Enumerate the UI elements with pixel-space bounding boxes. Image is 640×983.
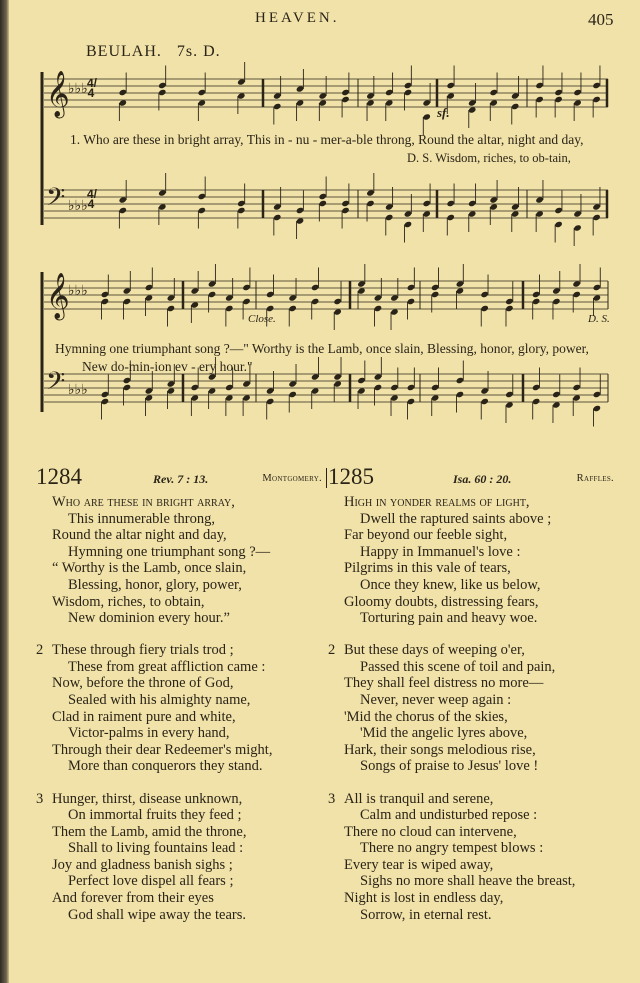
verse-line <box>328 560 614 577</box>
key-signature-flats: ♭♭♭ <box>68 284 88 299</box>
stanza <box>36 791 322 924</box>
bass-clef: 𝄢 <box>46 183 66 218</box>
lyrics-line-2b: New do-min-ion ev - ery hour." <box>82 359 253 374</box>
verse-line <box>328 577 614 594</box>
hymn-number: 1285 <box>328 464 374 489</box>
verse-text: Victor-palms in every hand, <box>68 725 230 742</box>
hymn-author: Montgomery. <box>262 473 322 484</box>
verse-text: Blessing, honor, glory, power, <box>68 576 242 593</box>
verse-text: Sorrow, in eternal rest. <box>360 906 492 923</box>
verse-text: 'Mid the chorus of the skies, <box>344 708 508 725</box>
verse-text: But these days of weeping o'er, <box>344 642 525 659</box>
verse-line <box>36 807 322 824</box>
verse-line <box>36 577 322 594</box>
verse-text: On immortal fruits they feed ; <box>68 807 242 824</box>
scripture-reference: Isa. 60 : 20. <box>453 472 512 486</box>
verse-line <box>328 692 614 709</box>
verse-line <box>36 791 322 808</box>
verse-line <box>328 675 614 692</box>
verse-text: Far beyond our feeble sight, <box>344 527 508 544</box>
lyrics-line-1: 1. Who are these in bright array, This in - nu - mer-a-ble throng, Round the altar, night and day, <box>70 132 584 147</box>
verse-line <box>328 709 614 726</box>
verse-text: This innumerable throng, <box>68 510 215 527</box>
verse-text: Hymning one triumphant song ?— <box>68 543 271 560</box>
verse-line <box>36 857 322 874</box>
verse-text: Hunger, thirst, disease unknown, <box>52 790 243 807</box>
verse-line <box>36 642 322 659</box>
verse-text: Through their dear Redeemer's might, <box>52 741 273 758</box>
verse-text: Pilgrims in this vale of tears, <box>344 560 511 577</box>
verse-line <box>328 594 614 611</box>
verse-line <box>328 659 614 676</box>
verse-line <box>36 890 322 907</box>
verse-line <box>36 725 322 742</box>
verse-line <box>328 511 614 528</box>
verse-text: There no angry tempest blows : <box>360 840 544 857</box>
verse-line <box>328 840 614 857</box>
stanza-number: 2 <box>36 642 44 659</box>
verse-line <box>328 758 614 775</box>
verse-line <box>36 758 322 775</box>
stanza-number: 2 <box>328 642 336 659</box>
verse-text: Clad in raiment pure and white, <box>52 708 236 725</box>
verse-line <box>36 840 322 857</box>
tune-name: BEULAH. <box>86 43 162 60</box>
verse-line <box>328 907 614 924</box>
verse-line <box>36 659 322 676</box>
verse-text: Round the altar night and day, <box>52 527 227 544</box>
verse-text: Joy and gladness banish sighs ; <box>52 856 233 873</box>
verse-text: Now, before the throne of God, <box>52 675 234 692</box>
verse-line <box>36 560 322 577</box>
verse-text: Never, never weep again : <box>360 692 512 709</box>
verse-text: Calm and undisturbed repose : <box>360 807 538 824</box>
key-signature-flats: ♭♭♭ <box>68 383 88 398</box>
verse-text: More than conquerors they stand. <box>68 758 263 775</box>
sforzando-mark: sf. <box>437 105 450 120</box>
verse-text: Gloomy doubts, distressing fears, <box>344 593 539 610</box>
time-signature-treble: 4/4 <box>87 76 98 100</box>
verse-line <box>328 791 614 808</box>
verse-text: Perfect love dispel all fears ; <box>68 873 234 890</box>
verse-line <box>36 709 322 726</box>
verse-line <box>36 907 322 924</box>
verse-line <box>328 890 614 907</box>
verse-text: These through fiery trials trod ; <box>52 642 234 659</box>
verse-text: All is tranquil and serene, <box>344 790 494 807</box>
lyrics-line-1-ds: D. S. Wisdom, riches, to ob-tain, <box>407 151 571 165</box>
verse-text: Sighs no more shall heave the breast, <box>360 873 576 890</box>
verse-text: Shall to living fountains lead : <box>68 840 244 857</box>
stanza-number: 3 <box>328 790 336 807</box>
running-title: HEAVEN. <box>255 10 340 26</box>
verse-line <box>36 873 322 890</box>
scripture-reference: Rev. 7 : 13. <box>153 472 209 486</box>
verse-line <box>328 494 614 511</box>
verse-text: Who are these in bright array, <box>52 494 235 510</box>
lyrics-line-2: Hymning one triumphant song ?—" Worthy is the Lamb, once slain, Blessing, honor, glory, power, <box>55 341 589 356</box>
verse-text: 'Mid the angelic lyres above, <box>360 725 528 742</box>
stanza <box>36 494 322 627</box>
verse-line <box>328 824 614 841</box>
verse-text: Once they knew, like us below, <box>360 576 541 593</box>
verse-text: And forever from their eyes <box>52 890 214 907</box>
hymn-1284 <box>36 464 322 939</box>
verse-text: Passed this scene of toil and pain, <box>360 658 556 675</box>
verse-text: Every tear is wiped away, <box>344 856 494 873</box>
stanza <box>36 642 322 775</box>
verse-line <box>36 594 322 611</box>
verse-text: They shall feel distress no more— <box>344 675 544 692</box>
verse-line <box>328 527 614 544</box>
verse-text: Them the Lamb, amid the throne, <box>52 823 247 840</box>
column-divider <box>326 468 327 488</box>
hymn-author: Raffles. <box>576 473 614 484</box>
verse-text: High in yonder realms of light, <box>344 494 530 510</box>
verse-text: “ Worthy is the Lamb, once slain, <box>52 560 247 577</box>
verse-text: Dwell the raptured saints above ; <box>360 510 552 527</box>
bass-clef: 𝄢 <box>46 367 66 402</box>
page-number: 405 <box>588 10 614 29</box>
verse-line <box>328 873 614 890</box>
verse-text: Sealed with his almighty name, <box>68 692 251 709</box>
verse-line <box>328 725 614 742</box>
verse-line <box>36 692 322 709</box>
verse-text: Happy in Immanuel's love : <box>360 543 521 560</box>
time-signature-bass: 4/4 <box>87 187 98 211</box>
verse-line <box>328 544 614 561</box>
verse-text: Songs of praise to Jesus' love ! <box>360 758 539 775</box>
verse-line <box>328 642 614 659</box>
close-mark: Close. <box>248 313 276 325</box>
verse-text: New dominion every hour.” <box>68 610 230 627</box>
verse-text: Hark, their songs melodious rise, <box>344 741 536 758</box>
key-signature-flats: ♭♭♭ <box>68 82 88 97</box>
verse-text: There no cloud can intervene, <box>344 823 517 840</box>
verse-line <box>36 527 322 544</box>
tune-meter: 7s. D. <box>176 43 221 60</box>
verse-text: God shall wipe away the tears. <box>68 906 246 923</box>
ds-mark: D. S. <box>588 313 610 325</box>
verse-text: Night is lost in endless day, <box>344 890 504 907</box>
verse-line <box>328 742 614 759</box>
verse-line <box>36 610 322 627</box>
verse-text: Wisdom, riches, to obtain, <box>52 593 205 610</box>
stanza <box>328 642 614 775</box>
treble-clef: 𝄞 <box>46 71 70 117</box>
verse-line <box>36 742 322 759</box>
verse-line <box>36 511 322 528</box>
stanza <box>328 494 614 627</box>
verse-line <box>36 824 322 841</box>
verse-text: These from great affliction came : <box>68 658 266 675</box>
verse-line <box>36 675 322 692</box>
hymn-number: 1284 <box>36 464 82 489</box>
stanza-number: 3 <box>36 790 44 807</box>
verse-line <box>36 494 322 511</box>
treble-clef: 𝄞 <box>46 273 70 319</box>
verse-line <box>328 857 614 874</box>
stanza <box>328 791 614 924</box>
hymn-1285 <box>328 464 614 939</box>
verse-line <box>328 610 614 627</box>
key-signature-flats: ♭♭♭ <box>68 199 88 214</box>
verse-text: Torturing pain and heavy woe. <box>360 610 538 627</box>
verse-line <box>36 544 322 561</box>
verse-line <box>328 807 614 824</box>
